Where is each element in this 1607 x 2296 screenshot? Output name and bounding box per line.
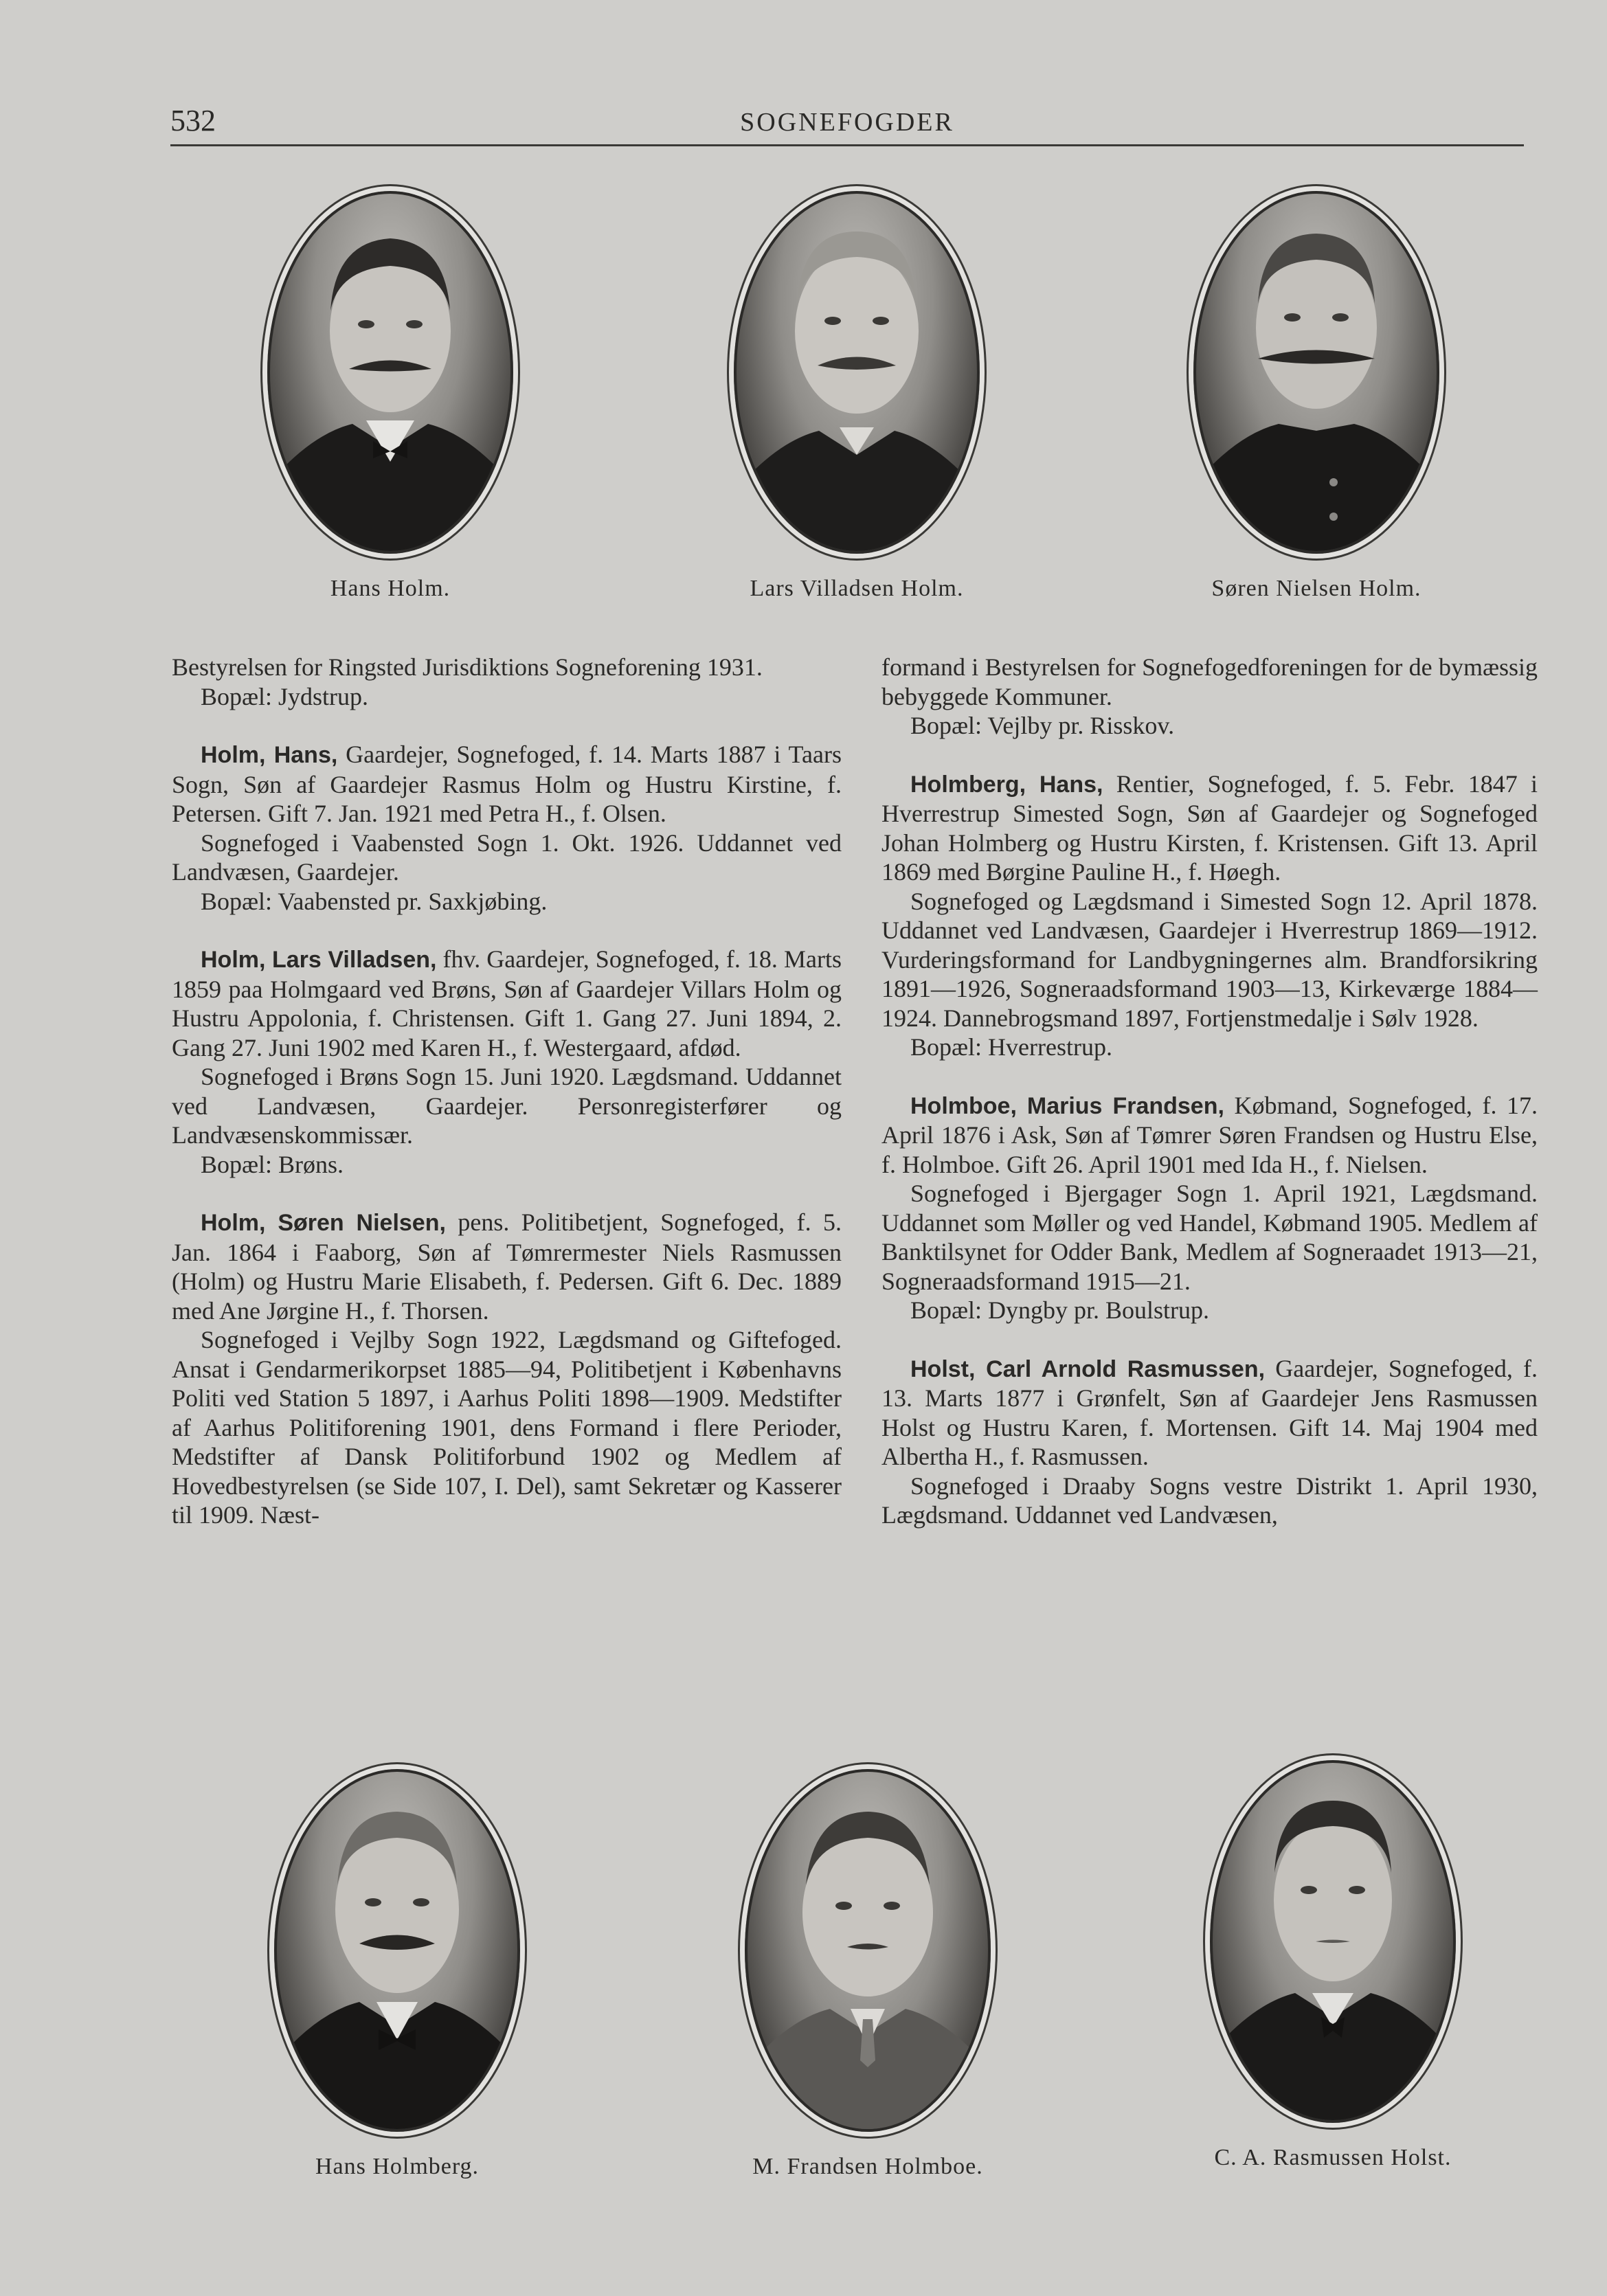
- portrait-caption: Søren Nielsen Holm.: [1211, 576, 1421, 601]
- entry-paragraph: Sognefoged i Brøns Sogn 15. Juni 1920. Lægdsmand. Uddannet ved Landvæsen, Gaardejer. Personregisterfører og Landvæsenskommissær.: [172, 1063, 842, 1149]
- right-column: [881, 653, 1538, 1530]
- portrait-caption: M. Frandsen Holmboe.: [752, 2154, 983, 2179]
- portrait-hans-holmberg: [270, 1769, 524, 2180]
- residence: Bopæl: Vejlby pr. Risskov.: [910, 712, 1175, 739]
- entry-paragraph: Sognefoged i Draaby Sogns vestre Distrikt 1. April 1930, Lægdsmand. Uddannet ved Landvæsen,: [881, 1472, 1538, 1529]
- left-column: [172, 653, 842, 1530]
- entry-holm-soren-nielsen: Holm, Søren Nielsen, pens. Politibetjent, Sognefoged, f. 5. Jan. 1864 i Faaborg, Søn af Tømrermester Niels Rasmussen (Holm) og Hustru Marie Elisabeth, f. Pedersen. Gift 6. Dec. 1889 med Ane Jørgine H., f. Thorsen.: [172, 1208, 842, 1325]
- entry-name: Holm, Lars Villadsen,: [201, 947, 437, 973]
- entry-holm-hans: Holm, Hans, Gaardejer, Sognefoged, f. 14. Marts 1887 i Taars Sogn, Søn af Gaardejer Rasmus Holm og Hustru Kirstine, f. Petersen. Gift 7. Jan. 1921 med Petra H., f. Olsen.: [172, 741, 842, 827]
- continuation-text: Bestyrelsen for Ringsted Jurisdiktions Sogneforening 1931.: [172, 653, 763, 681]
- entry-holm-lars-villadsen: Holm, Lars Villadsen, fhv. Gaardejer, Sognefoged, f. 18. Marts 1859 paa Holmgaard ved Brøns, Søn af Gaardejer Villars Holm og Hustru Appolonia, f. Christensen. Gift 1. Gang 27. Juni 1894, 2. Gang 27. Juni 1902 med Karen H., f. Westergaard, afdød.: [172, 945, 842, 1061]
- portrait-lars-villadsen-holm: [730, 191, 984, 602]
- entry-name: Holm, Søren Nielsen,: [201, 1210, 446, 1236]
- portrait-c-a-rasmussen-holst: [1206, 1760, 1460, 2171]
- entry-paragraph: Sognefoged i Bjergager Sogn 1. April 1921, Lægdsmand. Uddannet som Møller og ved Handel, Købmand 1905. Medlem af Banktilsynet for Odder Bank, Medlem af Sogneraadet 1913—21, Sogneraadsformand 1915—21.: [881, 1180, 1538, 1295]
- residence: Bopæl: Hverrestrup.: [910, 1033, 1112, 1061]
- entry-name: Holmboe, Marius Frandsen,: [910, 1092, 1224, 1119]
- entry-name: Holmberg, Hans,: [910, 771, 1103, 798]
- portrait-soren-nielsen-holm: [1189, 191, 1443, 602]
- portrait-hans-holm: [263, 191, 517, 602]
- entry-paragraph: Sognefoged og Lægdsmand i Simested Sogn 12. April 1878. Uddannet ved Landvæsen, Gaardejer i Hverrestrup 1869—1912. Vurderingsformand for Landbygningernes alm. Brandforsikring 1891—1926, Sogneraadsformand 1903—13, Kirkeværge 1884—1924. Dannebrogsmand 1897, Fortjenstmedalje i Sølv 1928.: [881, 887, 1538, 1032]
- entry-name: Holst, Carl Arnold Rasmussen,: [910, 1355, 1266, 1382]
- portrait-photo: [745, 1769, 991, 2132]
- portrait-caption: C. A. Rasmussen Holst.: [1214, 2145, 1452, 2170]
- page-number: 532: [170, 104, 216, 137]
- residence: Bopæl: Brøns.: [201, 1150, 344, 1178]
- portrait-photo: [267, 191, 513, 554]
- portrait-photo: [274, 1769, 520, 2132]
- entry-paragraph: Sognefoged i Vejlby Sogn 1922, Lægdsmand og Giftefoged. Ansat i Gendarmerikorpset 1885—94, Politibetjent i Københavns Politi ved Station 5 1897, i Aarhus Politi 1898—1909. Medstifter af Aarhus Politiforening 1901, dens Formand i flere Perioder, Medstifter af Dansk Politiforbund 1902 og Medlem af Hovedbestyrelsen (se Side 107, I. Del), samt Sekretær og Kasserer til 1909. Næst-: [172, 1326, 842, 1529]
- portrait-photo: [1193, 191, 1439, 554]
- page-header: [170, 103, 1524, 146]
- residence: Bopæl: Jydstrup.: [201, 682, 369, 710]
- portrait-photo: [734, 191, 980, 554]
- residence: Bopæl: Dyngby pr. Boulstrup.: [910, 1296, 1210, 1324]
- running-title: SOGNEFOGDER: [740, 108, 954, 137]
- portrait-m-frandsen-holmboe: [741, 1769, 995, 2180]
- entry-paragraph: Sognefoged i Vaabensted Sogn 1. Okt. 1926. Uddannet ved Landvæsen, Gaardejer.: [172, 829, 842, 886]
- continuation-text: formand i Bestyrelsen for Sognefogedforeningen for de bymæssig bebyggede Kommuner.: [881, 653, 1538, 710]
- entry-holmberg-hans: Holmberg, Hans, Rentier, Sognefoged, f. 5. Febr. 1847 i Hverrestrup Simested Sogn, Søn af Gaardejer og Sognefoged Johan Holmberg og Hustru Kirsten, f. Kristensen. Gift 13. April 1869 med Børgine Pauline H., f. Høegh.: [881, 769, 1538, 886]
- portrait-photo: [1210, 1760, 1456, 2123]
- entry-name: Holm, Hans,: [201, 742, 338, 768]
- portrait-caption: Hans Holm.: [330, 576, 451, 601]
- entry-holst-carl-arnold-rasmussen: Holst, Carl Arnold Rasmussen, Gaardejer, Sognefoged, f. 13. Marts 1877 i Grønfelt, Søn af Gaardejer Jens Rasmussen Holst og Hustru Karen, f. Mortensen. Gift 14. Maj 1904 med Albertha H., f. Rasmussen.: [881, 1354, 1538, 1470]
- portrait-caption: Lars Villadsen Holm.: [750, 576, 964, 601]
- portrait-caption: Hans Holmberg.: [315, 2154, 480, 2179]
- residence: Bopæl: Vaabensted pr. Saxkjøbing.: [201, 887, 548, 915]
- entry-holmboe-marius-frandsen: Holmboe, Marius Frandsen, Købmand, Sognefoged, f. 17. April 1876 i Ask, Søn af Tømrer Søren Frandsen og Hustru Else, f. Holmboe. Gift 26. April 1901 med Ida H., f. Nielsen.: [881, 1091, 1538, 1178]
